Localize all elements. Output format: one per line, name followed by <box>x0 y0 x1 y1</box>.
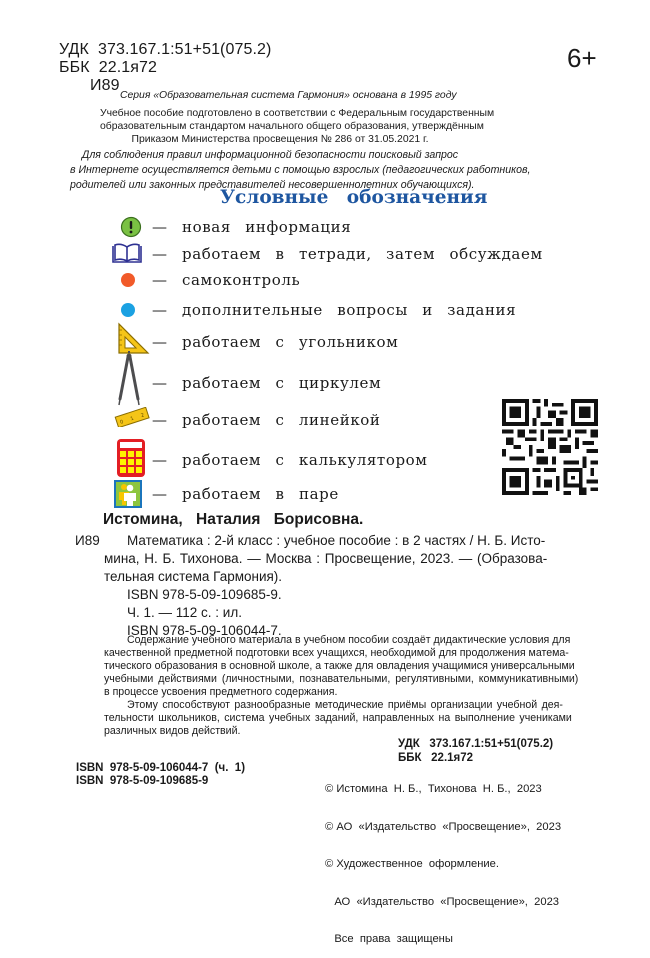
udc-label: УДК <box>398 738 420 750</box>
pair-work-icon <box>113 476 143 512</box>
safety-line: в Интернете осуществляется детьми с помощью взрослых (педагогических работников, <box>70 164 531 176</box>
safety-line: родителей или законных представителей несовершеннолетних обучающихся). <box>70 179 475 191</box>
annotation-line: в процессе усвоения предметного содержания. <box>104 686 338 698</box>
annotation-line: качественной предметной подготовки всех учащихся, необходимой для продолжения матема- <box>104 647 569 659</box>
legend-label: работаем с угольником <box>182 333 399 351</box>
catalog-line: Математика : 2-й класс : учебное пособие : в 2 частях / Н. Б. Исто- <box>127 533 546 548</box>
copyright-line: Все права защищены <box>325 933 453 945</box>
legend-dash: — <box>152 301 167 319</box>
safety-line: Для соблюдения правил информационной безопасности поисковый запрос <box>81 149 459 161</box>
legend-dash: — <box>152 245 167 263</box>
ruler-mark: 0 <box>119 419 125 426</box>
annotation-line: тельности школьников, система учебных заданий, направленных на выполнение учениками <box>104 712 572 724</box>
catalog-author: Истомина, Наталия Борисовна. <box>103 511 364 528</box>
legend-label: работаем с циркулем <box>182 374 382 392</box>
classification-udc <box>398 737 553 751</box>
legend-dash: — <box>152 218 167 236</box>
bbk-label: ББК <box>398 752 422 764</box>
legend-label: дополнительные вопросы и задания <box>182 301 517 319</box>
copyright-line: © АО «Издательство «Просвещение», 2023 <box>325 820 562 833</box>
legend-label: работаем в паре <box>182 485 339 503</box>
approval-line: Учебное пособие подготовлено в соответствии с Федеральным государственным <box>100 108 495 119</box>
legend-dash: — <box>152 485 167 503</box>
legend-label: новая информация <box>182 218 352 236</box>
catalog-isbn-part: ISBN 978-5-09-106044-7. <box>127 623 282 638</box>
ruler-icon <box>113 399 151 435</box>
bbk-label: ББК <box>59 59 90 76</box>
isbn-part-1: ISBN 978-5-09-106044-7 (ч. 1) <box>76 762 246 774</box>
series-note: Серия «Образовательная система Гармония» основана в 1995 году <box>120 90 457 101</box>
calculator-icon <box>114 437 148 479</box>
author-mark: И89 <box>90 77 120 94</box>
bbk-value: 22.1я72 <box>98 59 158 76</box>
catalog-isbn-general: ISBN 978-5-09-109685-9. <box>127 587 282 602</box>
legend-label: работаем с калькулятором <box>182 451 428 469</box>
copyright-block <box>325 758 561 958</box>
approval-line: образовательным стандартом начального общего образования, утверждённым <box>100 121 484 132</box>
isbn-general: ISBN 978-5-09-109685-9 <box>76 775 209 787</box>
approval-note <box>100 107 495 146</box>
legend-title: Условные обозначения <box>220 187 488 208</box>
copyright-line: © Истомина Н. Б., Тихонова Н. Б., 2023 <box>325 783 542 795</box>
catalog-mark: И89 <box>75 533 100 548</box>
legend-label: работаем в тетради, затем обсуждаем <box>182 245 543 263</box>
udc-value: 373.167.1:51+51(075.2) <box>429 738 554 750</box>
annotation-line: учебными действиями (личностными, познавательными, регулятивными, коммуникативными) <box>104 673 579 685</box>
udc-value: 373.167.1:51+51(075.2) <box>98 41 272 58</box>
catalog-line: тельная система Гармония). <box>104 569 283 584</box>
approval-line: Приказом Министерства просвещения № 286 от 31.05.2021 г. <box>131 134 429 145</box>
udc-code <box>59 41 271 59</box>
annotation-line: Этому способствуют разнообразные методические приёмы организации учебной дея- <box>127 699 563 711</box>
age-rating: 6+ <box>567 43 597 73</box>
legend-dash: — <box>152 271 167 289</box>
ruler-mark: 2 <box>140 412 146 419</box>
annotation-line: Содержание учебного материала в учебном пособии создаёт дидактические условия для <box>127 634 571 646</box>
copyright-line: © Художественное оформление. <box>325 858 499 870</box>
legend-dash: — <box>152 451 167 469</box>
legend-dash: — <box>152 333 167 351</box>
qr-code[interactable] <box>502 399 598 495</box>
annotation-line: тического образования в основной школе, а также для овладения учащимися универсальными <box>104 660 575 672</box>
copyright-line: АО «Издательство «Просвещение», 2023 <box>325 895 560 908</box>
legend-dash: — <box>152 411 167 429</box>
bbk-code <box>59 59 157 77</box>
udc-label: УДК <box>59 41 89 58</box>
bbk-value: 22.1я72 <box>431 752 474 764</box>
catalog-line: мина, Н. Б. Тихонова. — Москва : Просвещение, 2023. — (Образова- <box>104 551 548 566</box>
legend-label: работаем с линейкой <box>182 411 381 429</box>
ruler-mark: 1 <box>129 415 135 423</box>
annotation-line: различных видов действий. <box>104 725 241 737</box>
catalog-part-info: Ч. 1. — 112 с. : ил. <box>127 605 242 620</box>
legend-label: самоконтроль <box>182 271 301 289</box>
legend-dash: — <box>152 374 167 392</box>
